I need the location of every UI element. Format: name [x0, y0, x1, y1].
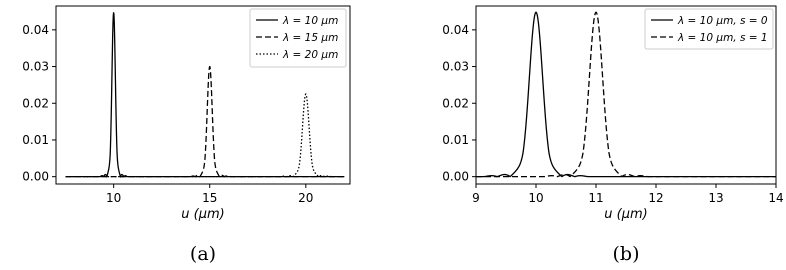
- legend-label-1: λ = 10 μm, s = 1: [678, 32, 768, 44]
- y-tick-label: 0.04: [442, 22, 469, 37]
- panel-a: [22, 6, 350, 265]
- x-axis-label: u (μm): [181, 207, 225, 222]
- legend-label-0: λ = 10 μm: [283, 15, 339, 27]
- x-tick-label: 10: [528, 191, 544, 205]
- x-tick-label: 12: [648, 191, 664, 205]
- x-tick-label: 15: [202, 191, 218, 205]
- x-tick-label: 13: [708, 191, 724, 205]
- x-tick-label: 20: [298, 191, 314, 205]
- y-tick-label: 0.03: [22, 59, 49, 74]
- legend-label-1: λ = 15 μm: [283, 32, 339, 44]
- y-tick-label: 0.00: [22, 169, 49, 184]
- panel-caption: (a): [189, 243, 217, 265]
- x-tick-label: 14: [768, 191, 784, 205]
- x-axis-label: u (μm): [604, 207, 648, 222]
- y-tick-label: 0.01: [22, 132, 49, 147]
- panel-caption: (b): [612, 243, 640, 265]
- y-tick-label: 0.04: [22, 22, 49, 37]
- y-tick-label: 0.02: [22, 96, 49, 111]
- y-tick-label: 0.03: [442, 59, 469, 74]
- y-tick-label: 0.00: [442, 169, 469, 184]
- x-tick-label: 11: [588, 191, 604, 205]
- panel-b: [442, 6, 783, 265]
- legend-label-2: λ = 20 μm: [283, 49, 339, 61]
- x-tick-label: 10: [106, 191, 122, 205]
- y-tick-label: 0.01: [442, 132, 469, 147]
- x-tick-label: 9: [472, 191, 480, 205]
- y-tick-label: 0.02: [442, 96, 469, 111]
- legend-label-0: λ = 10 μm, s = 0: [678, 15, 768, 27]
